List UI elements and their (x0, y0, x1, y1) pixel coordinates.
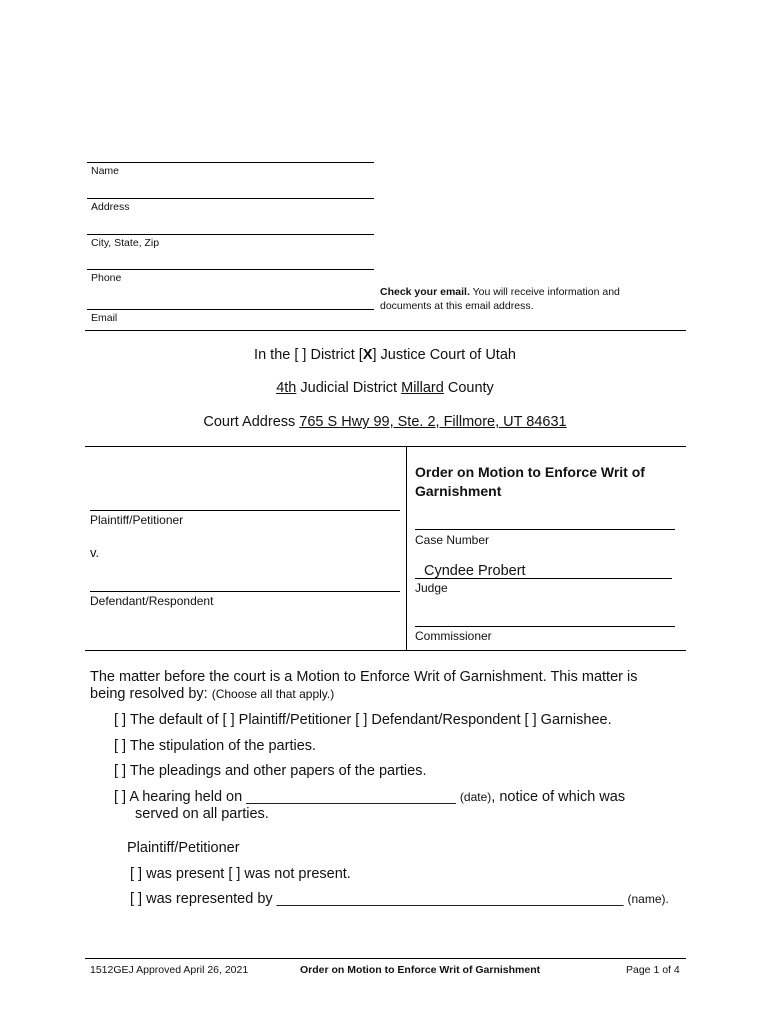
intro-instruction: (Choose all that apply.) (211, 687, 335, 701)
court-line-2 (0, 380, 770, 396)
represented-line (130, 891, 669, 907)
phone-label: Phone (91, 272, 122, 284)
court-type-suffix: ] Justice Court of Utah (372, 347, 516, 363)
court-address-value: 765 S Hwy 99, Ste. 2, Fillmore, UT 84631 (299, 414, 567, 430)
footer-form-id: 1512GEJ Approved April 26, 2021 (90, 964, 249, 976)
judge-name: Cyndee Probert (424, 563, 526, 579)
county-value: Millard (401, 380, 444, 396)
district-text: Judicial District (296, 380, 402, 396)
document-title-line1: Order on Motion to Enforce Writ of (415, 464, 645, 480)
email-note-line2: documents at this email address. (380, 300, 534, 312)
commissioner-line (415, 626, 675, 627)
document-title (415, 463, 645, 501)
intro-line1: The matter before the court is a Motion to Enforce Writ of Garnishment. This matter is (90, 669, 638, 685)
city-line (87, 234, 374, 235)
intro-line2: being resolved by: (90, 686, 212, 702)
caption-top-line (85, 446, 686, 447)
represented-text: [ ] was represented by ___________________________________________ (130, 891, 628, 907)
case-number-line (415, 529, 675, 530)
option-stipulation: [ ] The stipulation of the parties. (114, 738, 317, 754)
footer-line (85, 958, 686, 959)
intro-paragraph (90, 669, 690, 703)
hearing-line2: served on all parties. (135, 806, 269, 822)
city-label: City, State, Zip (91, 237, 160, 249)
judge-label: Judge (415, 581, 448, 595)
county-text: County (443, 380, 494, 396)
caption-bottom-line (85, 650, 686, 651)
document-title-line2: Garnishment (415, 483, 502, 499)
commissioner-label: Commissioner (415, 629, 492, 643)
name-line (87, 162, 374, 163)
district-value: 4th (276, 380, 297, 396)
versus-text: v. (90, 545, 100, 560)
present-options: [ ] was present [ ] was not present. (130, 866, 351, 882)
footer-page: Page 1 of 4 (626, 964, 680, 976)
court-line-3 (0, 414, 770, 430)
header-divider (85, 330, 686, 331)
plaintiff-line (90, 510, 400, 511)
footer-title: Order on Motion to Enforce Writ of Garnishment (300, 964, 541, 976)
hearing-suffix: , notice of which was (491, 789, 626, 805)
address-label: Address (91, 201, 130, 213)
name-label: Name (91, 165, 120, 177)
address-line (87, 198, 374, 199)
hearing-date-hint: (date) (459, 790, 492, 804)
court-address-label: Court Address (203, 414, 300, 430)
justice-court-mark: X (362, 347, 373, 363)
represented-name-hint: (name). (627, 892, 669, 906)
plaintiff-label: Plaintiff/Petitioner (90, 513, 184, 527)
email-label: Email (91, 312, 118, 324)
case-number-label: Case Number (415, 533, 490, 547)
court-line-1 (0, 347, 770, 363)
option-default: [ ] The default of [ ] Plaintiff/Petitioner [ ] Defendant/Respondent [ ] Garnishee. (114, 712, 612, 728)
defendant-label: Defendant/Respondent (90, 594, 214, 608)
judge-line (415, 578, 672, 579)
option-hearing (114, 789, 674, 823)
court-type-prefix: In the [ ] District [ (254, 347, 363, 363)
phone-line (87, 269, 374, 270)
email-line (87, 309, 374, 310)
email-note-line1: You will receive information and (469, 286, 620, 298)
email-note (380, 285, 670, 313)
hearing-text: [ ] A hearing held on __________________________ (114, 789, 460, 805)
option-pleadings: [ ] The pleadings and other papers of the parties. (114, 763, 427, 779)
plaintiff-heading: Plaintiff/Petitioner (127, 840, 240, 856)
email-note-bold: Check your email. (380, 286, 470, 298)
caption-divider (406, 446, 407, 650)
defendant-line (90, 591, 400, 592)
